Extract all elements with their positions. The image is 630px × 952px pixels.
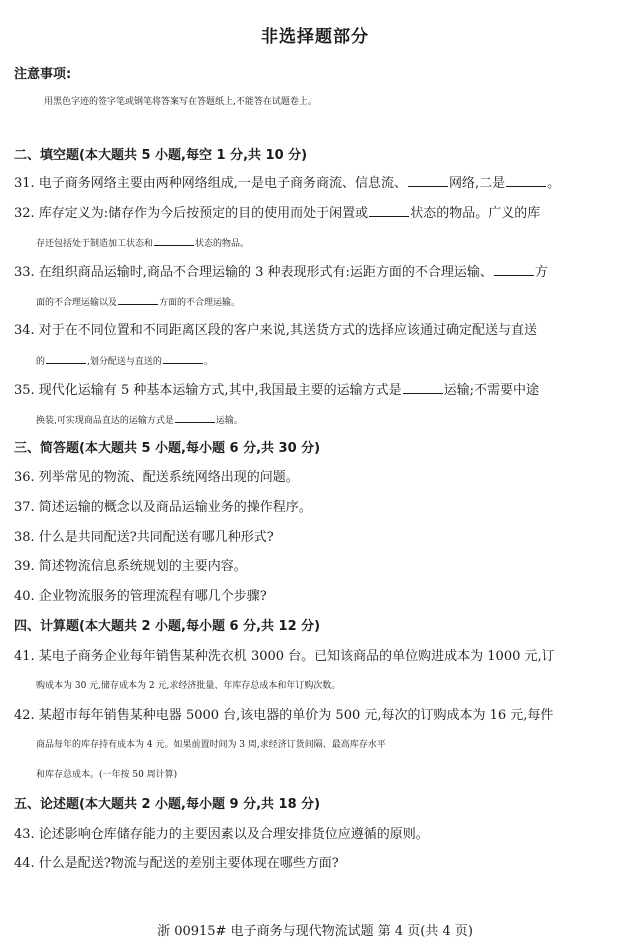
question-38: 38. 什么是共同配送?共同配送有哪几种形式? [14,530,274,545]
section-short-heading: 三、简答题(本大题共 5 小题,每小题 6 分,共 30 分) [14,441,321,456]
question-41-line-2: 购成本为 30 元,储存成本为 2 元,求经济批量、年库存总成本和年订购次数。 [36,681,341,691]
question-43: 43. 论述影响仓库储存能力的主要因素以及合理安排货位应遵循的原则。 [14,827,429,842]
notice-text: 用黑色字迹的签字笔或钢笔将答案写在答题纸上,不能答在试题卷上。 [44,97,317,107]
question-32-line-1: 32. 库存定义为:储存作为今后按预定的目的使用而处于闲置或 状态的物品。广义的库 [14,206,541,221]
question-42-line-3: 和库存总成本。(一年按 50 周计算) [36,770,178,780]
question-33-line-2: 面的不合理运输以及 方面的不合理运输。 [36,292,630,312]
section-essay-heading: 五、论述题(本大题共 2 小题,每小题 9 分,共 18 分) [14,797,321,812]
section-calc-heading: 四、计算题(本大题共 2 小题,每小题 6 分,共 12 分) [14,619,321,634]
question-42-line-1: 42. 某超市每年销售某种电器 5000 台,该电器的单价为 500 元,每次的订购成本为 16 元,每件 [14,708,554,723]
answer-blank [175,410,215,423]
notice-heading: 注意事项: [14,67,72,82]
question-35-line-1: 35. 现代化运输有 5 种基本运输方式,其中,我国最主要的运输方式是 运输;不需要中途 [14,383,539,398]
question-44: 44. 什么是配送?物流与配送的差别主要体现在哪些方面? [14,856,339,871]
question-35-line-2: 换装,可实现商品直达的运输方式是 运输。 [36,410,630,430]
question-36: 36. 列举常见的物流、配送系统网络出现的问题。 [14,470,299,485]
question-34-line-2: 的 ,划分配送与直送的 。 [36,351,630,371]
question-40: 40. 企业物流服务的管理流程有哪几个步骤? [14,589,267,604]
question-41-line-1: 41. 某电子商务企业每年销售某种洗衣机 3000 台。已知该商品的单位购进成本为 1000 元,订 [14,649,555,664]
question-37: 37. 简述运输的概念以及商品运输业务的操作程序。 [14,500,312,515]
page-title: 非选择题部分 [261,27,369,47]
answer-blank [408,174,448,187]
answer-blank [494,263,534,276]
answer-blank [369,204,409,217]
question-31: 31. 电子商务网络主要由两种网络组成,一是电子商务商流、信息流、 网络,二是 。 [14,176,561,191]
question-33-line-1: 33. 在组织商品运输时,商品不合理运输的 3 种表现形式有:运距方面的不合理运输、 方 [14,265,548,280]
question-32-line-2: 存还包括处于制造加工状态和 状态的物品。 [36,233,630,253]
section-fill-heading: 二、填空题(本大题共 5 小题,每空 1 分,共 10 分) [14,148,308,163]
page-footer: 浙 00915# 电子商务与现代物流试题 第 4 页(共 4 页) [157,924,473,939]
answer-blank [46,351,86,364]
question-34-line-1: 34. 对于在不同位置和不同距离区段的客户来说,其送货方式的选择应该通过确定配送与直送 [14,323,537,338]
answer-blank [154,233,194,246]
answer-blank [506,174,546,187]
answer-blank [163,351,203,364]
answer-blank [403,381,443,394]
question-39: 39. 简述物流信息系统规划的主要内容。 [14,559,247,574]
question-42-line-2: 商品每年的库存持有成本为 4 元。如果前置时间为 3 周,求经济订货间隔、最高库存水平 [36,740,386,750]
answer-blank [118,292,158,305]
